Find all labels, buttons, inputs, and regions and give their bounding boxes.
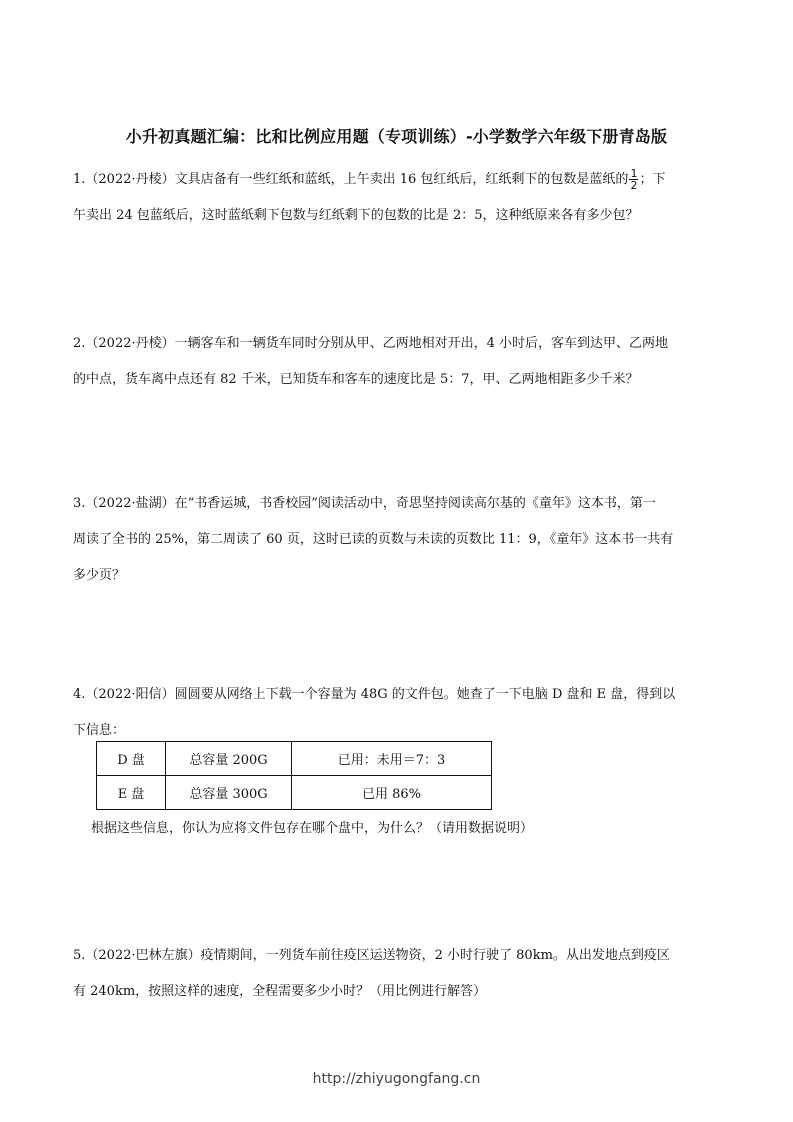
- question-4-follow-up: 根据这些信息，你认为应将文件包存在哪个盘中，为什么？（请用数据说明）: [91, 821, 534, 836]
- question-line: 3.（2022·盐湖）在“书香运城，书香校园”阅读活动中，奇思坚持阅读高尔基的《童年》这本书，第一: [73, 496, 656, 511]
- question-line: 有 240km，按照这样的速度，全程需要多少小时？（用比例进行解答）: [73, 984, 487, 999]
- table-cell: E 盘: [97, 776, 166, 810]
- question-text: ；下: [639, 172, 666, 187]
- table-row: [97, 742, 492, 776]
- fraction-numerator: 1: [630, 167, 638, 180]
- question-2: [73, 326, 723, 398]
- question-line: 周读了全书的 25%，第二周读了 60 页，这时已读的页数与未读的页数比 11：9，《童年》这本书一共有: [73, 532, 674, 547]
- question-line: 午卖出 24 包蓝纸后，这时蓝纸剩下包数与红纸剩下的包数的比是 2：5，这种纸原来各有多少包？: [73, 208, 639, 223]
- question-line: [73, 162, 723, 198]
- fraction-denominator: 2: [630, 179, 638, 192]
- question-5: [73, 938, 723, 1010]
- page-title: 小升初真题汇编：比和比例应用题（专项训练）-小学数学六年级下册青岛版: [125, 127, 668, 146]
- table-cell: 总容量 300G: [166, 776, 292, 810]
- question-4: [73, 677, 723, 749]
- table-cell: 已用：未用＝7：3: [292, 742, 492, 776]
- question-3: [73, 486, 723, 594]
- question-line: 多少页？: [73, 568, 126, 583]
- footer-url: http://zhiyugongfang.cn: [312, 1071, 481, 1087]
- question-line: 5.（2022·巴林左旗）疫情期间，一列货车前往疫区运送物资，2 小时行驶了 80km。从出发地点到疫区: [73, 948, 670, 963]
- question-line: 下信息：: [73, 723, 126, 738]
- question-line: 4.（2022·阳信）圆圆要从网络上下载一个容量为 48G 的文件包。她查了一下电脑 D 盘和 E 盘，得到以: [73, 687, 676, 702]
- question-line: 2.（2022·丹棱）一辆客车和一辆货车同时分别从甲、乙两地相对开出，4 小时后，客车到达甲、乙两地: [73, 336, 669, 351]
- question-text: 1.（2022·丹棱）文具店备有一些红纸和蓝纸，上午卖出 16 包红纸后，红纸剩下的包数是蓝纸的: [73, 172, 629, 187]
- table-cell: D 盘: [97, 742, 166, 776]
- fraction-one-half: [629, 168, 638, 191]
- table-cell: 总容量 200G: [166, 742, 292, 776]
- table-cell: 已用 86%: [292, 776, 492, 810]
- question-1: [73, 162, 723, 234]
- question-line: 的中点，货车离中点还有 82 千米，已知货车和客车的速度比是 5：7，甲、乙两地相距多少千米？: [73, 372, 639, 387]
- disk-info-table: [96, 741, 492, 810]
- table-row: [97, 776, 492, 810]
